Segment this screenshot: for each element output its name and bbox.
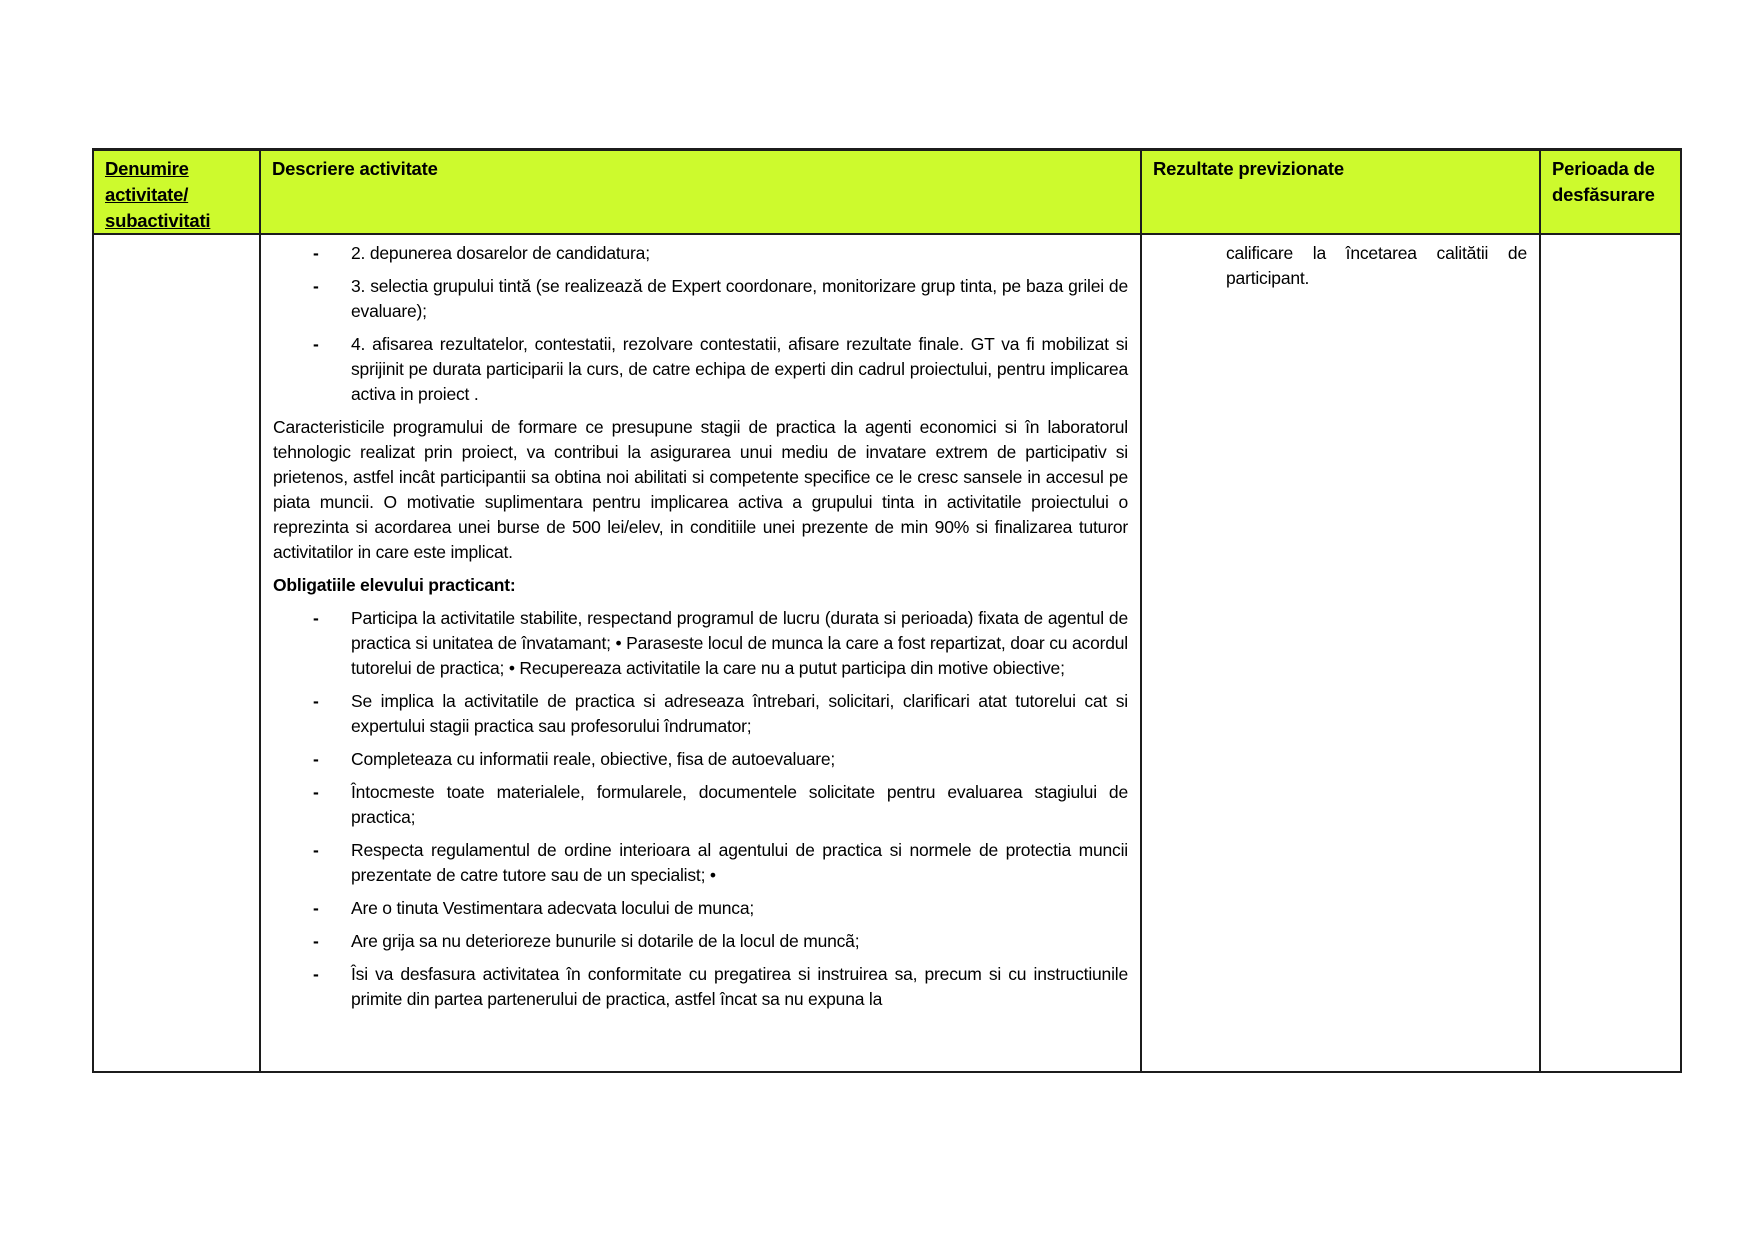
- header-cell-perioada: [1541, 151, 1680, 235]
- bullet-marker: -: [313, 608, 319, 628]
- header-label-rezultate: Rezultate previzionate: [1153, 158, 1344, 179]
- list-item-text: Îsi va desfasura activitatea în conformitate cu pregatirea si instruirea sa, precum si cu instructiunile primite din partea partenerului de practica, astfel încat sa nu expuna la: [351, 964, 1128, 1009]
- list-item: [273, 929, 1128, 954]
- list-item-text: Respecta regulamentul de ordine interioara al agentului de practica si normele de protectia muncii prezentate de catre tutore sau de un specialist; •: [351, 840, 1128, 885]
- list-item: [273, 606, 1128, 681]
- bullet-marker: -: [313, 931, 319, 951]
- list-item-text: 2. depunerea dosarelor de candidatura;: [351, 243, 650, 263]
- list-item: [273, 896, 1128, 921]
- list-indent: [273, 332, 313, 407]
- list-indent: [273, 962, 313, 1012]
- bullet-marker: -: [313, 964, 319, 984]
- body-cell-denumire: [94, 235, 261, 1071]
- list-item: [273, 962, 1128, 1012]
- bullet-marker: -: [313, 276, 319, 296]
- list-indent: [273, 896, 313, 921]
- list-item: [273, 241, 1128, 266]
- activities-table: [92, 148, 1682, 1073]
- list-item: [273, 780, 1128, 830]
- list-item: [273, 747, 1128, 772]
- bullet-marker: -: [313, 749, 319, 769]
- list-item: [273, 838, 1128, 888]
- list-item: [273, 332, 1128, 407]
- obligations-subheading: Obligatiile elevului practicant:: [273, 575, 516, 595]
- header-label-descriere: Descriere activitate: [272, 158, 438, 179]
- bullet-marker: -: [313, 334, 319, 354]
- bullet-marker: -: [313, 243, 319, 263]
- header-cell-descriere: [261, 151, 1142, 235]
- list-item-text: Completeaza cu informatii reale, obiective, fisa de autoevaluare;: [351, 749, 836, 769]
- list-item-text: Are o tinuta Vestimentara adecvata locului de munca;: [351, 898, 755, 918]
- body-cell-descriere: [261, 235, 1142, 1071]
- header-cell-rezultate: [1142, 151, 1541, 235]
- list-indent: [273, 780, 313, 830]
- list-indent: [273, 747, 313, 772]
- list-indent: [273, 929, 313, 954]
- list-indent: [273, 274, 313, 324]
- list-item: [273, 274, 1128, 324]
- list-item-text: Întocmeste toate materialele, formularele, documentele solicitate pentru evaluarea stagiului de practica;: [351, 782, 1128, 827]
- list-item-text: Se implica la activitatile de practica si adreseaza întrebari, solicitari, clarificari atat tutorelui cat si expertului stagii practica sau profesorului îndrumator;: [351, 691, 1128, 736]
- table-header-row: [94, 151, 1680, 235]
- header-cell-denumire: [94, 151, 261, 235]
- list-item-text: Participa la activitatile stabilite, respectand programul de lucru (durata si perioada) fixata de agentul de practica si unitatea de învatamant; • Paraseste locul de munca la care a fost repartizat, doar cu acordul tutorelui de practica; • Recupereaza activitatile la care nu a putut participa din motive obiective;: [351, 608, 1128, 678]
- result-continuation-text: calificare la încetarea calitătii de participant.: [1226, 243, 1527, 288]
- header-label-perioada: Perioada de desfăsurare: [1552, 158, 1655, 205]
- list-indent: [273, 838, 313, 888]
- body-cell-perioada: [1541, 235, 1680, 1071]
- list-indent: [273, 241, 313, 266]
- bullet-marker: -: [313, 782, 319, 802]
- description-paragraph: Caracteristicile programului de formare ce presupune stagii de practica la agenti economici si în laboratorul tehnologic realizat prin proiect, va contribui la asigurarea unui mediu de invatare extrem de participativ si prietenos, astfel incât participantii sa obtina noi abilitati si competente specifice ce le cresc sansele in accesul pe piata muncii. O motivatie suplimentara pentru implicarea activa a grupului tinta in activitatile proiectului o reprezinta si acordarea unei burse de 500 lei/elev, in conditiile unei prezente de min 90% si finalizarea tuturor activitatilor in care este implicat.: [273, 417, 1128, 562]
- bullet-marker: -: [313, 691, 319, 711]
- table-body-row: [94, 235, 1680, 1071]
- list-indent: [273, 689, 313, 739]
- list-indent: [273, 606, 313, 681]
- list-item: [273, 689, 1128, 739]
- body-cell-rezultate: [1142, 235, 1541, 1071]
- list-item-text: Are grija sa nu deterioreze bunurile si dotarile de la locul de muncã;: [351, 931, 860, 951]
- header-label-denumire: Denumire activitate/ subactivitati: [105, 158, 211, 231]
- list-item-text: 3. selectia grupului tintă (se realizează de Expert coordonare, monitorizare grup tinta, pe baza grilei de evaluare);: [351, 276, 1128, 321]
- bullet-marker: -: [313, 840, 319, 860]
- bullet-marker: -: [313, 898, 319, 918]
- list-item-text: 4. afisarea rezultatelor, contestatii, rezolvare contestatii, afisare rezultate finale. GT va fi mobilizat si sprijinit pe durata participarii la curs, de catre echipa de experti din cadrul proiectului, pentru implicarea activa in proiect .: [351, 334, 1128, 404]
